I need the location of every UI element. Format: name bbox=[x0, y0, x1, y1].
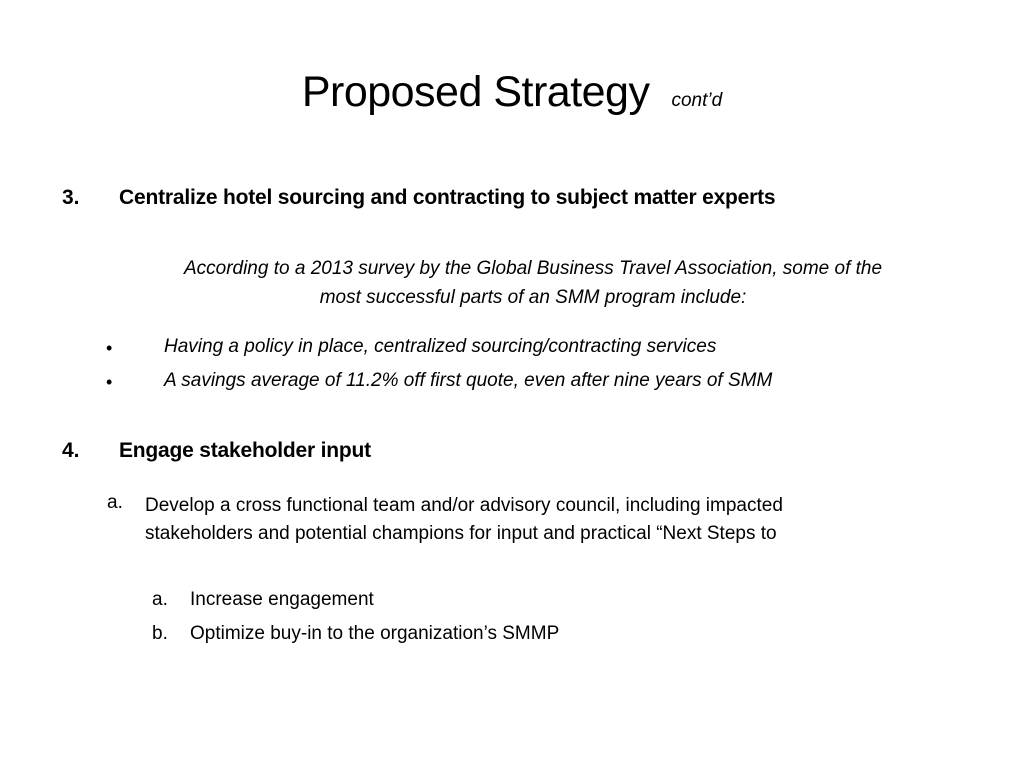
nested-item-marker-a: a. bbox=[152, 589, 168, 610]
bullet-marker: • bbox=[106, 338, 113, 358]
sub-item-a-text bbox=[145, 492, 965, 548]
bullet-item-policy: Having a policy in place, centralized sourcing/contracting services bbox=[164, 336, 717, 357]
bullet-item-savings: A savings average of 11.2% off first quote, even after nine years of SMM bbox=[164, 370, 773, 391]
nested-item-marker-b: b. bbox=[152, 623, 168, 644]
sub-item-a-line-1: Develop a cross functional team and/or advisory council, including impacted bbox=[145, 495, 783, 516]
nested-item-increase-engagement: Increase engagement bbox=[190, 589, 374, 610]
section-3-number: 3. bbox=[62, 186, 80, 209]
survey-quote-line-1: According to a 2013 survey by the Global Business Travel Association, some of the bbox=[183, 258, 883, 279]
survey-quote-line-2: most successful parts of an SMM program include: bbox=[319, 287, 747, 308]
sub-item-a-line-2: stakeholders and potential champions for input and practical “Next Steps to bbox=[145, 523, 777, 544]
title-suffix: cont’d bbox=[671, 90, 723, 111]
section-4-heading: Engage stakeholder input bbox=[119, 439, 371, 462]
sub-item-marker-a: a. bbox=[107, 492, 123, 513]
slide-title bbox=[0, 68, 1024, 117]
section-4-number: 4. bbox=[62, 439, 80, 462]
survey-quote bbox=[100, 254, 966, 312]
bullet-marker: • bbox=[106, 372, 113, 392]
section-3-heading: Centralize hotel sourcing and contracting to subject matter experts bbox=[119, 186, 776, 209]
nested-item-optimize-buy-in: Optimize buy-in to the organization’s SMMP bbox=[190, 623, 560, 644]
title-main: Proposed Strategy bbox=[301, 68, 650, 116]
